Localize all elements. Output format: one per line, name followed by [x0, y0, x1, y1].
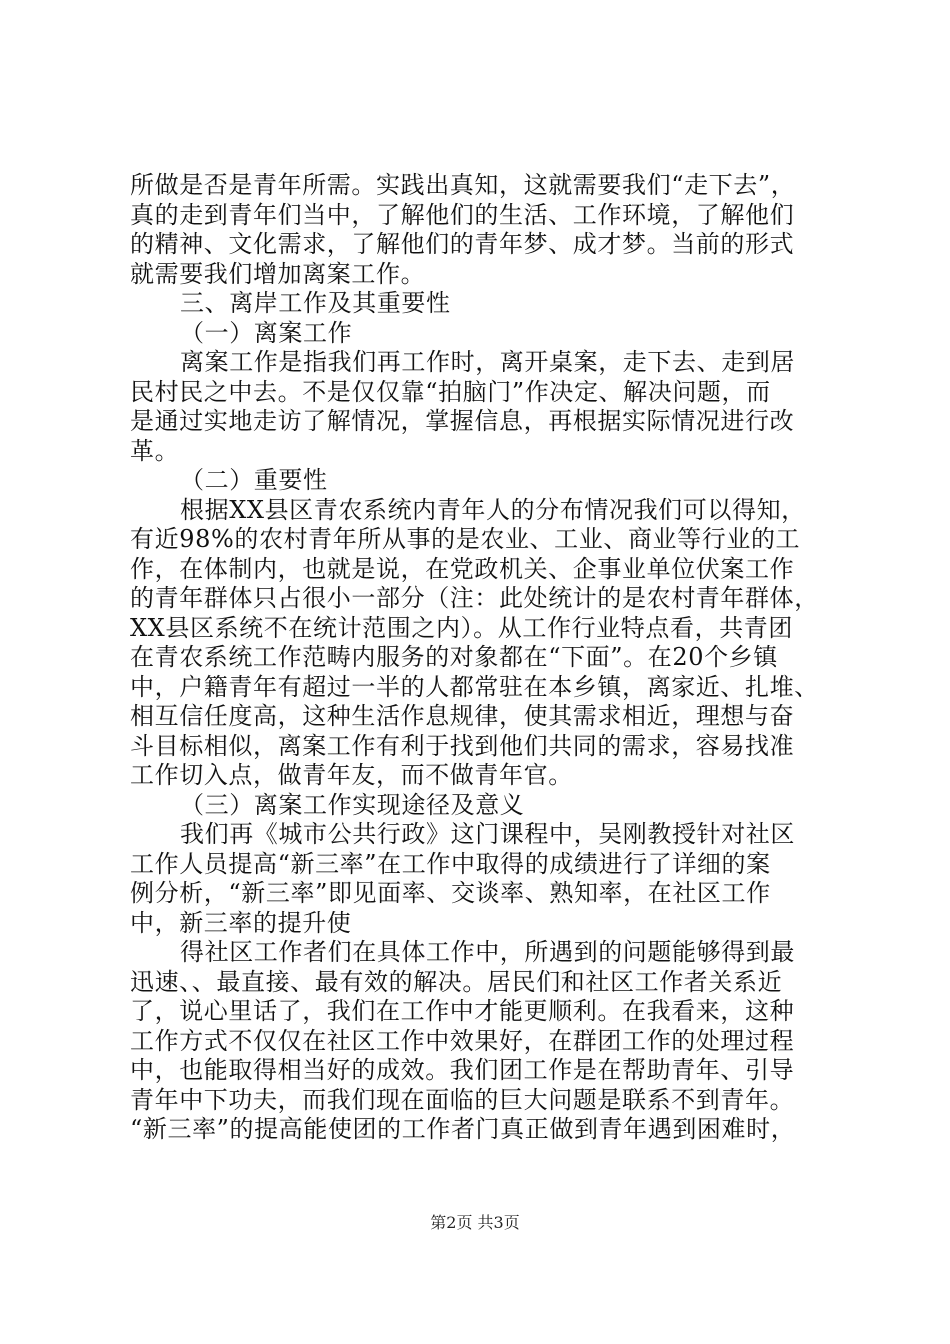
paragraph-start: 我们再《城市公共行政》这门课程中，吴刚教授针对社区: [180, 820, 795, 848]
text-line: 中，户籍青年有超过一半的人都常驻在本乡镇，离家近、扎堆、: [130, 672, 819, 701]
text-line: 就需要我们增加离案工作。: [130, 259, 426, 288]
text-line: 中，也能取得相当好的成效。我们团工作是在帮助青年、引导: [130, 1056, 795, 1084]
text-line: 工作切入点，做青年友，而不做青年官。: [130, 761, 573, 789]
text-line: 作，在体制内，也就是说，在党政机关、企事业单位伏案工作: [130, 554, 795, 583]
section-heading: 三、离岸工作及其重要性: [180, 289, 451, 317]
text-line: 中，新三率的提升使: [130, 908, 352, 937]
page-footer: 第2页 共3页: [430, 1213, 520, 1232]
text-line: 民村民之中去。不是仅仅靠“拍脑门”作决定、解决问题，而: [130, 377, 771, 406]
text-line: “新三率”的提高能使团的工作者门真正做到青年遇到困难时，: [130, 1115, 796, 1143]
paragraph-start: 根据XX县区青农系统内青年人的分布情况我们可以得知，: [180, 495, 806, 524]
text-line: XX县区系统不在统计范围之内）。从工作行业特点看，共青团: [130, 613, 793, 642]
text-line: 的青年群体只占很小一部分（注：此处统计的是农村青年群体，: [130, 584, 819, 612]
subsection-heading: （二）重要性: [180, 466, 328, 494]
text-line: 工作方式不仅仅在社区工作中效果好，在群团工作的处理过程: [130, 1026, 795, 1055]
text-line: 的精神、文化需求，了解他们的青年梦、成才梦。当前的形式: [130, 230, 795, 258]
text-line: 青年中下功夫，而我们现在面临的巨大问题是联系不到青年。: [130, 1085, 795, 1114]
text-line: 例分析，“新三率”即见面率、交谈率、熟知率，在社区工作: [130, 879, 771, 907]
text-line: 真的走到青年们当中，了解他们的生活、工作环境，了解他们: [130, 200, 795, 229]
subsection-heading: （一）离案工作: [180, 318, 353, 347]
text-line: 了，说心里话了，我们在工作中才能更顺利。在我看来，这种: [130, 997, 795, 1025]
text-line: 工作人员提高“新三率”在工作中取得的成绩进行了详细的案: [130, 849, 771, 878]
text-line: 是通过实地走访了解情况，掌握信息，再根据实际情况进行改: [130, 407, 795, 435]
text-line: 相互信任度高，这种生活作息规律，使其需求相近，理想与奋: [130, 702, 795, 730]
text-line: 有近98%的农村青年所从事的是农业、工业、商业等行业的工: [130, 525, 801, 553]
document-body: [130, 171, 830, 1145]
text-line: 所做是否是青年所需。实践出真知，这就需要我们“走下去”，: [130, 171, 796, 199]
paragraph-start: 离案工作是指我们再工作时，离开桌案，走下去、走到居: [180, 348, 795, 376]
text-line: 革。: [130, 436, 180, 465]
subsection-heading: （三）离案工作实现途径及意义: [180, 790, 525, 819]
text-line: 斗目标相似，离案工作有利于找到他们共同的需求，容易找准: [130, 731, 795, 760]
paragraph-start: 得社区工作者们在具体工作中，所遇到的问题能够得到最: [180, 938, 795, 966]
text-line: 在青农系统工作范畴内服务的对象都在“下面”。在20个乡镇: [130, 643, 778, 671]
text-line: 迅速、、最直接、最有效的解决。居民们和社区工作者关系近: [130, 967, 783, 996]
